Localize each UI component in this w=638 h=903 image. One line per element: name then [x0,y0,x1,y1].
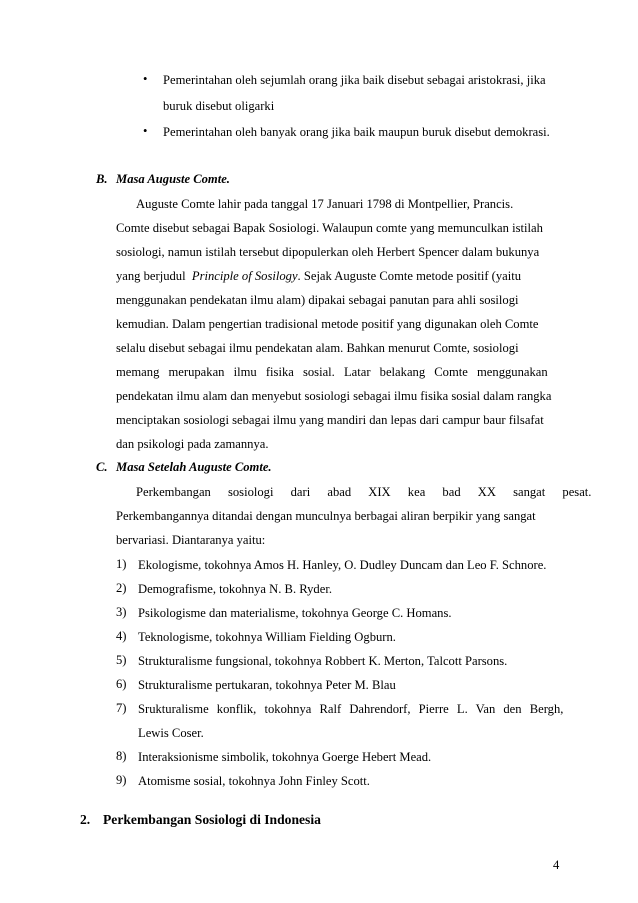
section-b-line: Comte disebut sebagai Bapak Sosiologi. Walaupun comte yang memunculkan istilah [116,221,543,235]
section-b-letter: B. [96,172,108,186]
section-c-line: bervariasi. Diantaranya yaitu: [116,533,266,547]
section-b-line: menggunakan pendekatan ilmu alam) dipakai sebagai panutan para ahli sosilogi [116,293,519,307]
list-item: Teknologisme, tokohnya William Fielding Ogburn. [138,630,396,644]
list-item: Srukturalisme konflik, tokohnya Ralf Dahrendorf, Pierre L. Van den Bergh, [138,702,564,716]
section-b-line: Auguste Comte lahir pada tanggal 17 Januari 1798 di Montpellier, Prancis. [136,197,514,211]
section-c-line: Perkembangannya ditandai dengan munculnya berbagai aliran berpikir yang sangat [116,509,536,523]
list-item: Interaksionisme simbolik, tokohnya Goerge Hebert Mead. [138,750,432,764]
list-item: Demografisme, tokohnya N. B. Ryder. [138,582,332,596]
bullet-text-2: Pemerintahan oleh banyak orang jika baik maupun buruk disebut demokrasi. [163,125,550,139]
list-item-number: 4) [116,629,127,643]
section-b-line: dan psikologi pada zamannya. [116,437,269,451]
section-b-line: menciptakan sosiologi sebagai ilmu yang mandiri dan lepas dari campur baur filsafat [116,413,544,427]
list-item-number: 1) [116,557,127,571]
section-c-title: Masa Setelah Auguste Comte. [116,460,272,474]
section-b-title: Masa Auguste Comte. [116,172,230,186]
list-item-number: 2) [116,581,127,595]
list-item-number: 7) [116,701,127,715]
book-title: Principle of Sosilogy [191,269,298,283]
bullet-icon: • [143,72,148,86]
section-c-letter: C. [96,460,108,474]
section-b-line-4b: . Sejak Auguste Comte metode positif (yaitu [297,269,522,283]
section-c-line: Perkembangan sosiologi dari abad XIX kea bad XX sangat pesat. [136,485,592,499]
list-item: Psikologisme dan materialisme, tokohnya George C. Homans. [138,606,452,620]
list-item-number: 6) [116,677,127,691]
bullet-icon: • [143,124,148,138]
list-item-number: 3) [116,605,127,619]
list-item: Strukturalisme pertukaran, tokohnya Peter M. Blau [138,678,396,692]
list-item-number: 8) [116,749,127,763]
section-b-line-4a: yang berjudul [116,269,186,283]
section-b-line-4 [116,268,521,284]
list-item-number: 5) [116,653,127,667]
list-item-number: 9) [116,773,127,787]
list-item: Strukturalisme fungsional, tokohnya Robbert K. Merton, Talcott Parsons. [138,654,508,668]
section-b-line: kemudian. Dalam pengertian tradisional metode positif yang digunakan oleh Comte [116,317,539,331]
list-item: Atomisme sosial, tokohnya John Finley Scott. [138,774,370,788]
bullet-text-1b: buruk disebut oligarki [163,99,275,113]
list-item: Ekologisme, tokohnya Amos H. Hanley, O. Dudley Duncam dan Leo F. Schnore. [138,558,547,572]
section-b-line: sosiologi, namun istilah tersebut dipopulerkan oleh Herbert Spencer dalam bukunya [116,245,540,259]
section-b-line: memang merupakan ilmu fisika sosial. Latar belakang Comte menggunakan [116,365,548,379]
section-b-line: pendekatan ilmu alam dan menyebut sosiologi sebagai ilmu fisika sosial dalam rangka [116,389,552,403]
list-item-continuation: Lewis Coser. [138,726,204,740]
section-number: 2. [80,812,91,827]
page-number: 4 [553,858,560,872]
section-b-line: selalu disebut sebagai ilmu pendekatan alam. Bahkan menurut Comte, sosiologi [116,341,519,355]
section-title: Perkembangan Sosiologi di Indonesia [103,812,321,827]
bullet-text-1a: Pemerintahan oleh sejumlah orang jika baik disebut sebagai aristokrasi, jika [163,73,546,87]
